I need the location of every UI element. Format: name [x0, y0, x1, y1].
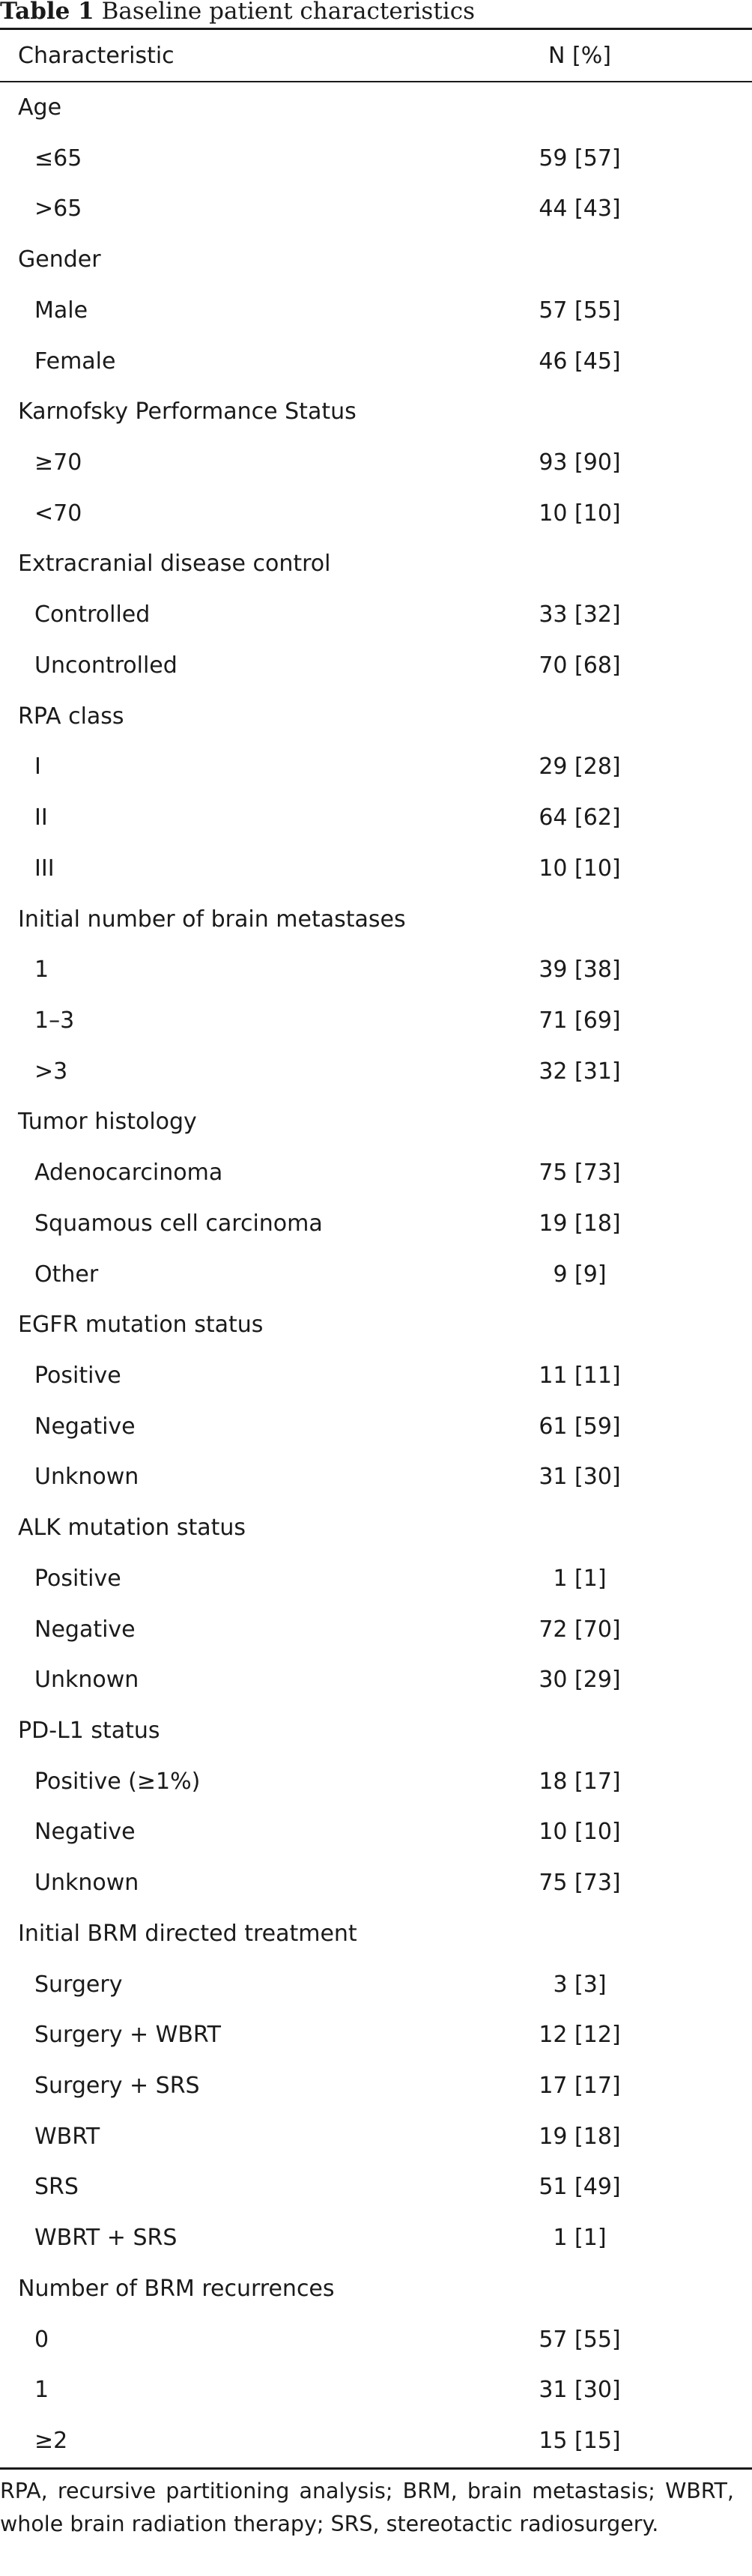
row-label: III	[34, 855, 55, 882]
table-row	[0, 1148, 752, 1198]
row-label: Surgery + WBRT	[34, 2022, 221, 2049]
row-label: Unknown	[34, 1870, 139, 1897]
row-label: Controlled	[34, 601, 151, 628]
table-row	[0, 1198, 752, 1249]
row-label: Other	[34, 1261, 99, 1288]
table-row	[0, 133, 752, 184]
row-label: SRS	[34, 2174, 79, 2201]
row-value: 19 [18]	[539, 1210, 621, 1237]
table-row	[0, 1960, 752, 2010]
table-row	[0, 1401, 752, 1452]
row-value: 3 [3]	[553, 1971, 607, 1998]
table-row	[0, 1452, 752, 1503]
table-row	[0, 184, 752, 234]
table-row	[0, 437, 752, 488]
table-row	[0, 1807, 752, 1858]
row-value: 10 [10]	[539, 1819, 621, 1846]
table-row	[0, 1858, 752, 1909]
header-n-percent: N [%]	[548, 43, 611, 69]
table-row	[0, 793, 752, 843]
table-group-row	[0, 1706, 752, 1757]
characteristics-table	[0, 31, 752, 2467]
row-value: 39 [38]	[539, 957, 621, 984]
header-characteristic: Characteristic	[18, 43, 175, 69]
table-row	[0, 995, 752, 1046]
row-label: Surgery	[34, 1971, 123, 1998]
row-value: 64 [62]	[539, 804, 621, 831]
row-value: 31 [30]	[539, 1464, 621, 1491]
row-label: 1	[34, 957, 49, 984]
row-value: 15 [15]	[539, 2428, 621, 2455]
row-label: Uncontrolled	[34, 652, 178, 679]
table-row	[0, 640, 752, 691]
table-row	[0, 1757, 752, 1807]
table-row	[0, 2365, 752, 2416]
group-label: PD-L1 status	[18, 1718, 160, 1744]
row-label: Squamous cell carcinoma	[34, 1210, 323, 1237]
row-label: 1–3	[34, 1007, 75, 1034]
group-label: Karnofsky Performance Status	[18, 398, 357, 425]
table-group-row	[0, 894, 752, 945]
group-label: Gender	[18, 246, 101, 273]
row-value: 18 [17]	[539, 1768, 621, 1795]
row-label: Female	[34, 348, 116, 375]
row-label: WBRT	[34, 2123, 100, 2150]
row-value: 33 [32]	[539, 601, 621, 628]
row-label: Positive	[34, 1362, 121, 1389]
row-value: 31 [30]	[539, 2377, 621, 2404]
row-value: 75 [73]	[539, 1870, 621, 1897]
group-label: Extracranial disease control	[18, 551, 331, 578]
table-caption-label: Table 1	[0, 0, 94, 25]
table-row	[0, 742, 752, 793]
row-value: 29 [28]	[539, 754, 621, 781]
table-row	[0, 1655, 752, 1706]
row-label: II	[34, 804, 48, 831]
group-label: Tumor histology	[18, 1109, 197, 1136]
row-value: 59 [57]	[539, 145, 621, 172]
group-label: Age	[18, 94, 62, 121]
row-label: WBRT + SRS	[34, 2225, 178, 2252]
row-value: 1 [1]	[553, 2225, 607, 2252]
row-value: 30 [29]	[539, 1667, 621, 1694]
table-row	[0, 1554, 752, 1604]
row-label: ≥70	[34, 449, 82, 476]
row-label: Unknown	[34, 1667, 139, 1694]
row-label: <70	[34, 500, 82, 527]
table-row	[0, 1351, 752, 1401]
table-caption	[0, 0, 475, 25]
row-value: 32 [31]	[539, 1058, 621, 1085]
row-value: 93 [90]	[539, 449, 621, 476]
table-row	[0, 2416, 752, 2467]
table-row	[0, 590, 752, 640]
table-row	[0, 1046, 752, 1097]
row-label: Negative	[34, 1616, 136, 1643]
row-label: Negative	[34, 1413, 136, 1440]
table-row	[0, 2315, 752, 2366]
group-label: Initial number of brain metastases	[18, 906, 406, 933]
table-group-row	[0, 1097, 752, 1148]
row-value: 44 [43]	[539, 196, 621, 222]
row-label: Adenocarcinoma	[34, 1160, 223, 1187]
row-label: Positive (≥1%)	[34, 1768, 201, 1795]
table-footnote: RPA, recursive partitioning analysis; BRM, brain metastasis; WBRT, whole brain radiation therapy; SRS, stereotactic radiosurgery.	[0, 2479, 734, 2536]
table-caption-title: Baseline patient characteristics	[101, 0, 475, 25]
table-row	[0, 945, 752, 995]
table-row	[0, 1249, 752, 1300]
row-value: 1 [1]	[553, 1565, 607, 1592]
row-value: 17 [17]	[539, 2073, 621, 2100]
row-label: Male	[34, 297, 88, 324]
row-value: 57 [55]	[539, 297, 621, 324]
row-label: 1	[34, 2377, 49, 2404]
table-row	[0, 2162, 752, 2213]
row-label: >65	[34, 196, 82, 222]
table-group-row	[0, 539, 752, 590]
table-row	[0, 488, 752, 539]
table-row	[0, 843, 752, 894]
table-top-rule	[0, 28, 752, 30]
row-label: ≥2	[34, 2428, 68, 2455]
row-label: ≤65	[34, 145, 82, 172]
row-value: 51 [49]	[539, 2174, 621, 2201]
table-row	[0, 1604, 752, 1655]
row-value: 10 [10]	[539, 500, 621, 527]
row-label: I	[34, 754, 41, 781]
table-row	[0, 285, 752, 336]
table-body	[0, 82, 752, 2467]
table-group-row	[0, 2264, 752, 2315]
table-bottom-rule	[0, 2467, 752, 2470]
group-label: Number of BRM recurrences	[18, 2275, 335, 2302]
table-row	[0, 336, 752, 387]
table-group-row	[0, 1300, 752, 1351]
table-group-row	[0, 387, 752, 437]
table-row	[0, 2010, 752, 2061]
group-label: ALK mutation status	[18, 1515, 246, 1542]
table-group-row	[0, 1503, 752, 1554]
table-group-row	[0, 234, 752, 285]
row-value: 71 [69]	[539, 1007, 621, 1034]
row-value: 12 [12]	[539, 2022, 621, 2049]
row-label: >3	[34, 1058, 68, 1085]
row-value: 72 [70]	[539, 1616, 621, 1643]
row-value: 9 [9]	[553, 1261, 607, 1288]
row-label: Unknown	[34, 1464, 139, 1491]
table-header-row	[0, 31, 752, 81]
table-row	[0, 2112, 752, 2163]
row-value: 19 [18]	[539, 2123, 621, 2150]
table-row	[0, 2213, 752, 2264]
row-value: 46 [45]	[539, 348, 621, 375]
group-label: RPA class	[18, 703, 124, 730]
row-value: 57 [55]	[539, 2326, 621, 2353]
group-label: EGFR mutation status	[18, 1312, 264, 1339]
table-group-row	[0, 82, 752, 133]
row-value: 10 [10]	[539, 855, 621, 882]
row-value: 70 [68]	[539, 652, 621, 679]
table-row	[0, 2061, 752, 2112]
row-label: 0	[34, 2326, 49, 2353]
row-label: Negative	[34, 1819, 136, 1846]
table-group-row	[0, 1909, 752, 1960]
table-group-row	[0, 691, 752, 742]
row-label: Positive	[34, 1565, 121, 1592]
row-value: 61 [59]	[539, 1413, 621, 1440]
row-value: 11 [11]	[539, 1362, 621, 1389]
row-value: 75 [73]	[539, 1160, 621, 1187]
group-label: Initial BRM directed treatment	[18, 1920, 357, 1947]
row-label: Surgery + SRS	[34, 2073, 200, 2100]
